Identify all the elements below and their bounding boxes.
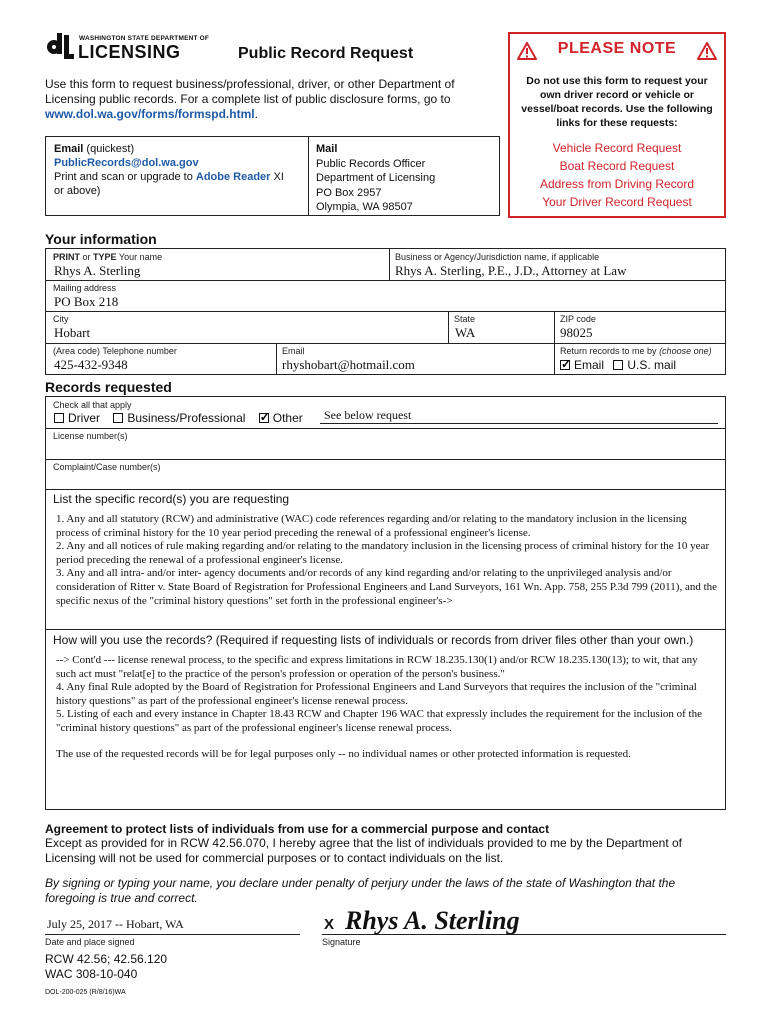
public-records-email-link[interactable]: PublicRecords@dol.wa.gov xyxy=(54,157,199,169)
agreement-text: Except as provided for in RCW 42.56.070, I hereby agree that the list of individuals provided to me by the Department of Licensing will not be used for commercial purposes or to contact individuals on the list. xyxy=(45,836,683,865)
your-information-table xyxy=(45,248,726,375)
email-label: Email xyxy=(282,346,305,356)
driver-record-link[interactable]: Your Driver Record Request xyxy=(542,195,692,209)
please-note-box xyxy=(508,32,726,218)
adobe-reader-link[interactable]: Adobe Reader xyxy=(195,171,271,183)
business-label: Business or Agency/Jurisdiction name, if applicable xyxy=(395,252,600,262)
business-professional-label: Business/Professional xyxy=(127,411,246,425)
agreement-section xyxy=(45,822,725,906)
dol-logo xyxy=(45,33,210,63)
signature-label: Signature xyxy=(322,937,361,947)
business-field[interactable]: Rhys A. Sterling, P.E., J.D., Attorney at Law xyxy=(395,263,627,278)
email-heading: Email xyxy=(54,143,84,155)
return-records-label: Return records to me by (choose one) xyxy=(560,346,712,356)
name-label: PRINT or TYPE Your name xyxy=(53,252,163,262)
warning-icon xyxy=(517,42,537,60)
mail-line: PO Box 2957 xyxy=(316,186,382,199)
zip-field[interactable]: 98025 xyxy=(560,325,593,340)
intro-text-body: Use this form to request business/professional, driver, or other Department of Licensing public records. For a complete list of public disclosure forms, go to xyxy=(45,77,455,106)
mail-heading: Mail xyxy=(316,143,338,155)
boat-record-link[interactable]: Boat Record Request xyxy=(559,159,675,173)
return-us-mail-label: U.S. mail xyxy=(627,358,677,372)
warning-icon xyxy=(697,42,717,60)
complaint-numbers-label: Complaint/Case number(s) xyxy=(53,462,161,472)
page-title: Public Record Request xyxy=(238,45,414,62)
mailing-address-field[interactable]: PO Box 218 xyxy=(54,294,119,309)
zip-label: ZIP code xyxy=(560,314,596,324)
email-field[interactable]: rhyshobart@hotmail.com xyxy=(282,357,415,372)
email-instr-line2: or above) xyxy=(54,185,101,197)
other-checkbox[interactable] xyxy=(259,413,269,423)
city-field[interactable]: Hobart xyxy=(54,325,91,340)
use-of-records-field[interactable]: --> Cont'd --- license renewal process, to the specific and express limitations in RCW 18.235.130(1) and/or RCW 18.235.130(13); to wit, that any such act must "relat[e] to the practice of the person's profession or operation of the person's business." 4. Any final Rule adopted by the Board of Registration for Professional Engineers and Land Surveyors that requires the inclusion of the "criminal history questions" as part of the professional engineer's license renewal process. 5. Listing of each and every instance in Chapter 18.43 RCW and Chapter 196 WAC that expressly includes the requirement for the inclusion of the "criminal history questions" as part of the professional engineer's license renewal process. The use of the requested records will be for legal purposes only -- no individual names or other protected information is requested. xyxy=(56,654,702,760)
contact-box xyxy=(45,136,500,216)
date-place-label: Date and place signed xyxy=(45,937,135,947)
intro-text: Use this form to request business/professional, driver, or other Department of Licensing public records. For a complete list of public disclosure forms, go to www.dol.wa.gov/forms/formspd.html. xyxy=(45,77,455,121)
email-instr-pre: Print and scan or upgrade to xyxy=(54,171,193,183)
rcw-reference: RCW 42.56; 42.56.120 xyxy=(45,952,168,966)
use-of-records-label: How will you use the records? (Required if requesting lists of individuals or records from driver files other than your own.) xyxy=(53,633,694,647)
mail-line: Public Records Officer xyxy=(316,157,426,170)
signature-x-mark: X xyxy=(324,916,335,933)
phone-field[interactable]: 425-432-9348 xyxy=(54,357,128,372)
other-label: Other xyxy=(272,411,303,425)
business-professional-checkbox[interactable] xyxy=(113,413,123,423)
dol-logo-mark-icon xyxy=(45,33,75,61)
specific-records-field[interactable]: 1. Any and all statutory (RCW) and administrative (WAC) code references regarding and/or relating to the mandatory inclusion in the licensing process of criminal history for the 10 year period preceding the renewal of a professional engineer's license. 2. Any and all notices of rule making regarding and/or relating to the mandatory inclusion in the licensing process of criminal history for the 10 year period preceding the renewal of a professional engineer's license. 3. Any and all intra- and/or inter- agency documents and/or records of any kind regarding and/or relating to the unprivileged analysis and/or consideration of Ritter v. State Board of Registration for Professional Engineers and Land Surveyors, 161 Wn. App. 758, 255 P.3d 799 (2011), and the specific nexus of the "criminal history questions" set forth in the professional engineer's-> xyxy=(56,513,718,607)
vehicle-record-link[interactable]: Vehicle Record Request xyxy=(552,141,682,155)
driver-checkbox[interactable] xyxy=(54,413,64,423)
form-id: DOL-200-025 (R/8/16)WA xyxy=(45,989,126,996)
address-from-driving-record-link[interactable]: Address from Driving Record xyxy=(539,177,695,191)
perjury-statement: By signing or typing your name, you declare under penalty of perjury under the laws of the state of Washington that the foregoing is true and correct. xyxy=(45,876,676,905)
mail-line: Department of Licensing xyxy=(316,172,436,184)
check-all-label: Check all that apply xyxy=(53,400,132,410)
other-field[interactable]: See below request xyxy=(324,408,412,422)
state-field[interactable]: WA xyxy=(455,325,476,340)
email-instr-post: XI xyxy=(273,171,284,183)
email-heading-note: (quickest) xyxy=(86,143,135,155)
please-note-title: PLEASE NOTE xyxy=(557,40,677,57)
records-table xyxy=(45,396,726,810)
return-us-mail-checkbox[interactable] xyxy=(613,360,623,370)
date-place-field[interactable]: July 25, 2017 -- Hobart, WA xyxy=(47,917,184,931)
specific-records-label: List the specific record(s) you are requesting xyxy=(53,492,290,506)
signature-field[interactable]: Rhys A. Sterling xyxy=(345,906,520,935)
mailing-address-label: Mailing address xyxy=(53,283,117,293)
wac-reference: WAC 308-10-040 xyxy=(45,967,138,981)
return-email-checkbox[interactable] xyxy=(560,360,570,370)
logo-line2: LICENSING xyxy=(78,42,181,62)
state-label: State xyxy=(454,314,476,324)
your-information-heading: Your information xyxy=(45,231,157,247)
logo-line1: WASHINGTON STATE DEPARTMENT OF xyxy=(79,35,210,42)
phone-label: (Area code) Telephone number xyxy=(53,346,177,356)
mail-line: Olympia, WA 98507 xyxy=(316,201,413,213)
city-label: City xyxy=(53,314,69,324)
records-requested-heading: Records requested xyxy=(45,379,172,395)
driver-label: Driver xyxy=(68,411,100,425)
forms-link[interactable]: www.dol.wa.gov/forms/formspd.html xyxy=(45,107,255,121)
name-field[interactable]: Rhys A. Sterling xyxy=(54,263,141,278)
agreement-heading: Agreement to protect lists of individuals from use for a commercial purpose and contact xyxy=(45,822,550,836)
license-numbers-label: License number(s) xyxy=(53,431,128,441)
please-note-body: Do not use this form to request your own driver record or vehicle or vessel/boat records. Use the following links for these requests: xyxy=(521,75,713,129)
return-email-label: Email xyxy=(574,358,605,372)
